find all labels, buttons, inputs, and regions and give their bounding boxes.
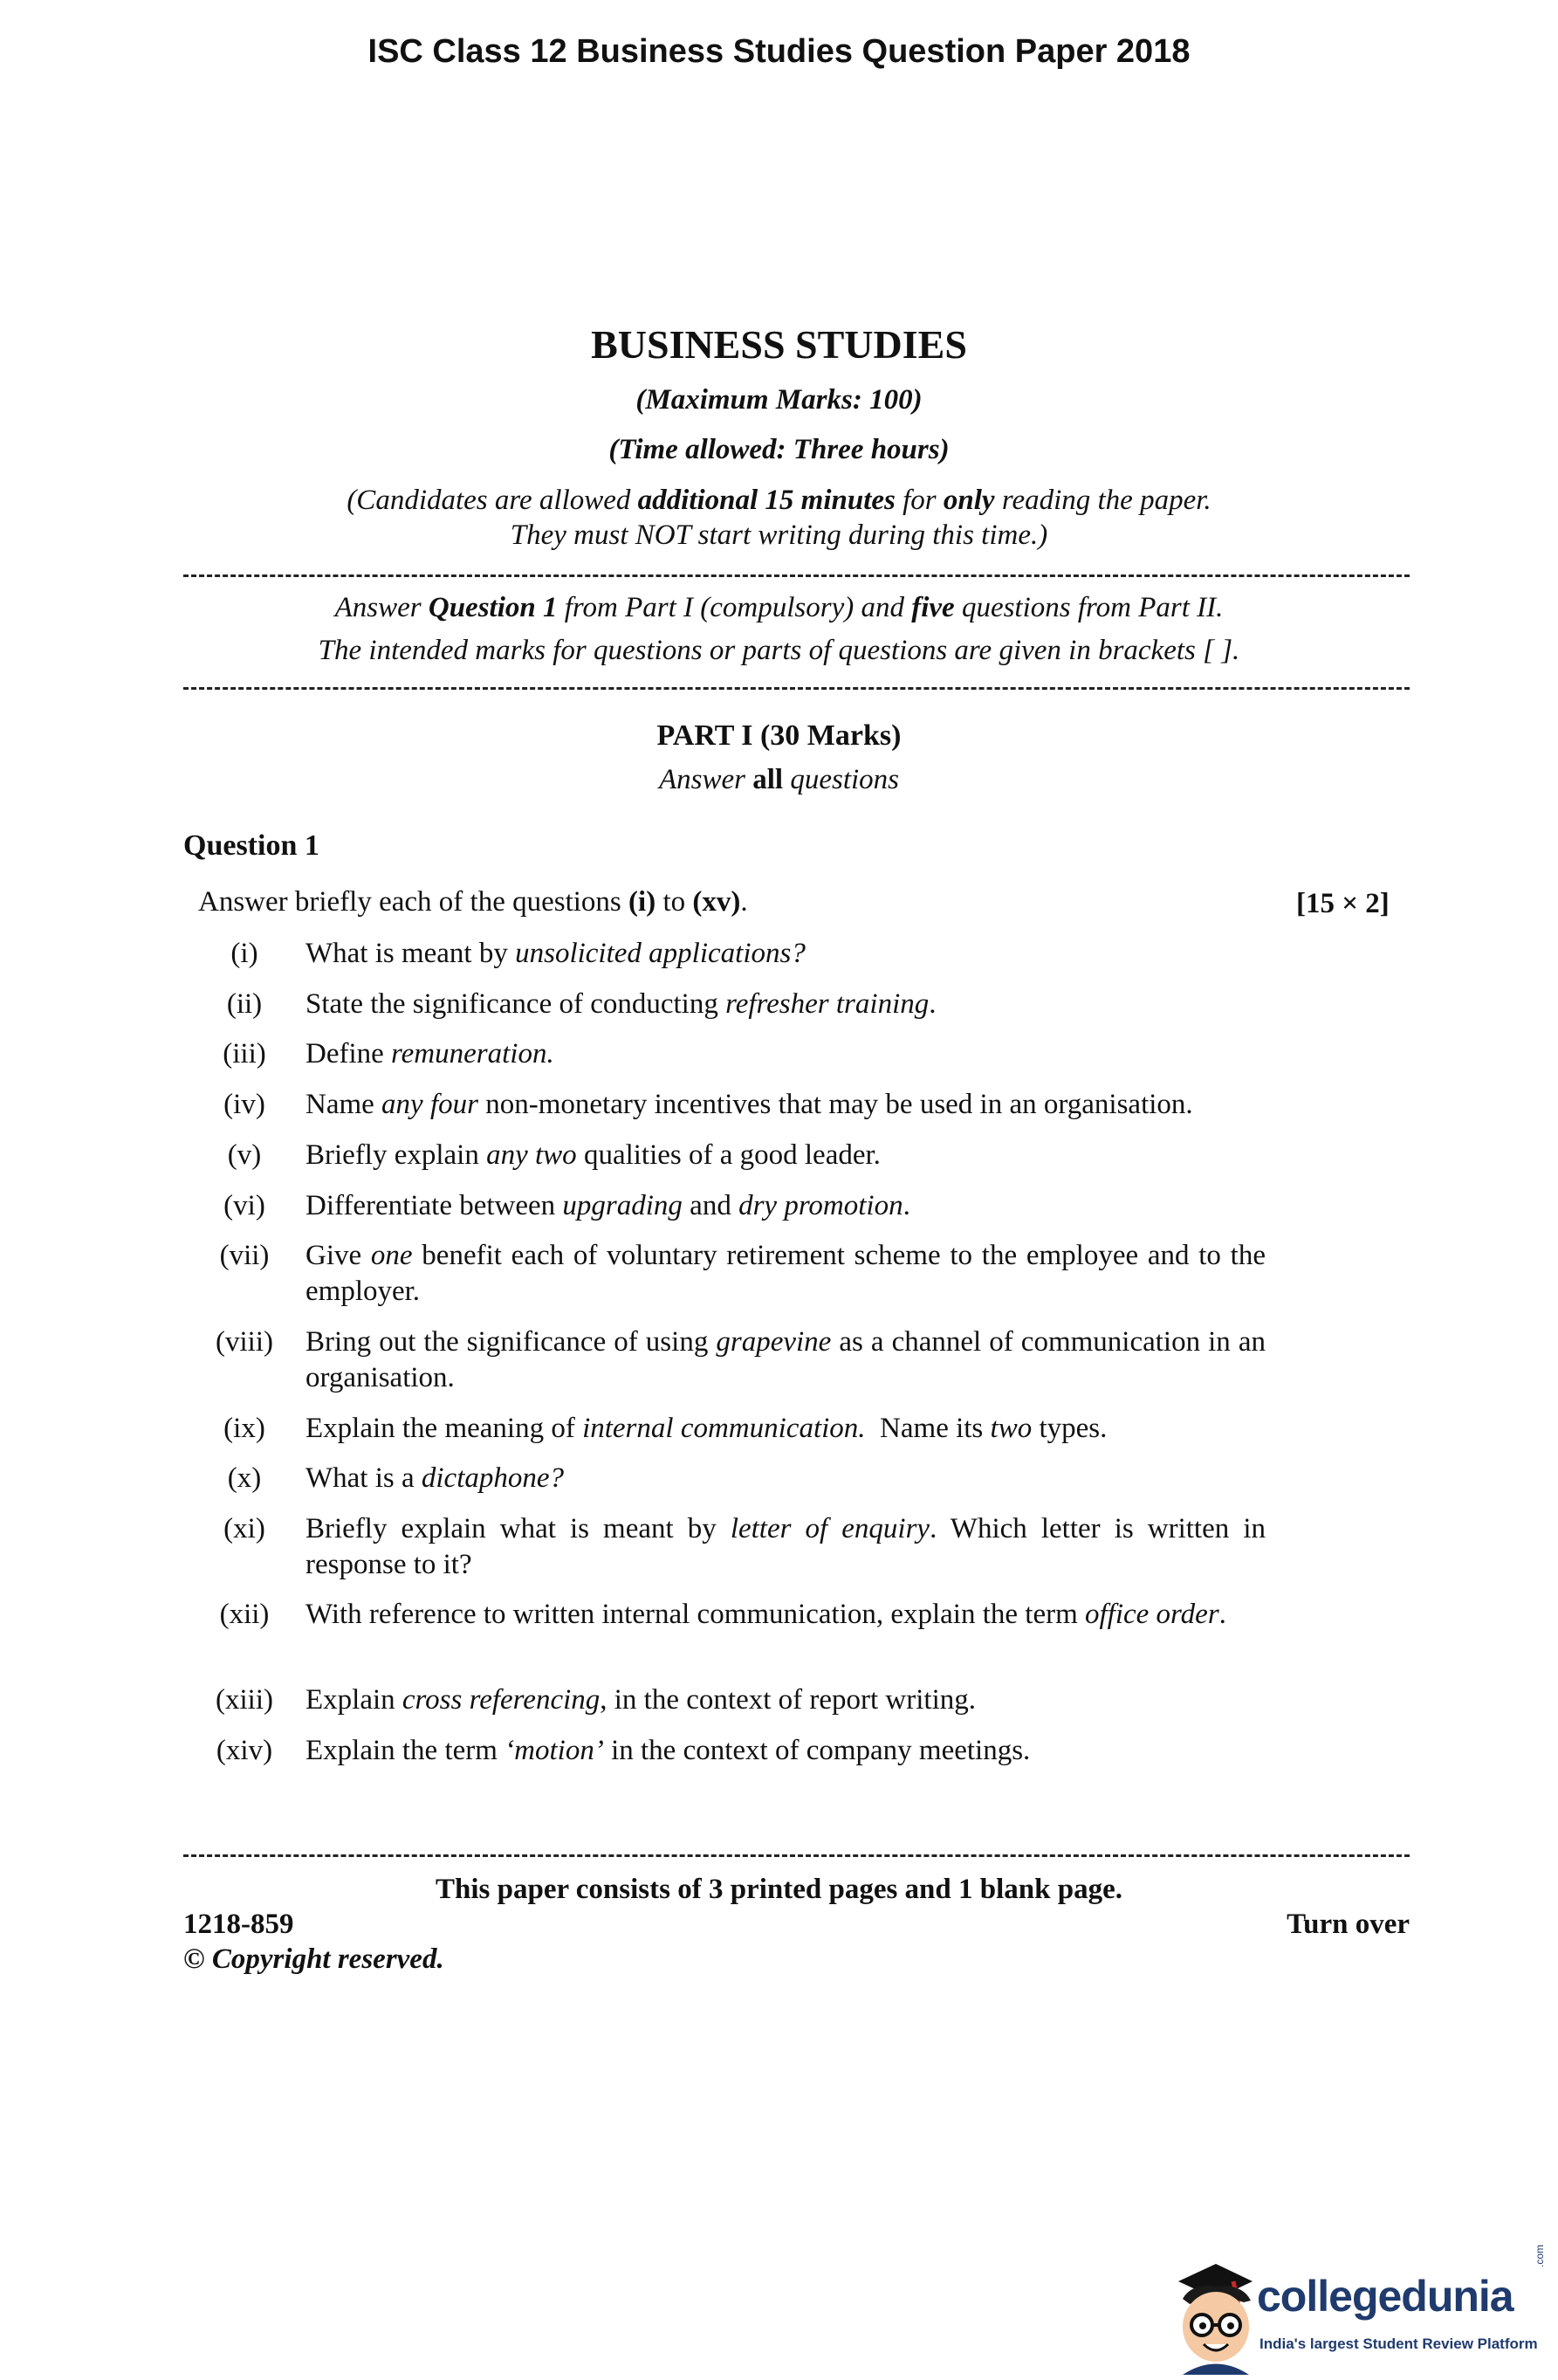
logo-suffix: .com bbox=[1534, 2244, 1546, 2267]
divider bbox=[183, 687, 1410, 690]
max-marks: (Maximum Marks: 100) bbox=[635, 384, 923, 416]
part-subtitle: Answer all questions bbox=[658, 764, 899, 795]
question-heading: Question 1 bbox=[183, 829, 319, 862]
copyright: © Copyright reserved. bbox=[183, 1943, 444, 1975]
page-banner: ISC Class 12 Business Studies Question Paper 2018 bbox=[367, 33, 1191, 70]
part-title: PART I (30 Marks) bbox=[656, 719, 902, 752]
subject-title: BUSINESS STUDIES bbox=[591, 322, 967, 367]
pages-note: This paper consists of 3 printed pages and 1 blank page. bbox=[436, 1874, 1122, 1905]
divider bbox=[183, 574, 1410, 577]
reading-time-line-2: They must NOT start writing during this time.) bbox=[510, 519, 1048, 551]
logo-tagline: India's largest Student Review Platform bbox=[1259, 2335, 1538, 2352]
collegedunia-logo bbox=[1156, 2244, 1549, 2375]
turn-over: Turn over bbox=[1287, 1909, 1410, 1940]
reading-time-line-1: (Candidates are allowed additional 15 minutes for only reading the paper. bbox=[347, 485, 1211, 516]
instruction-line-1: Answer Question 1 from Part I (compulsory) and five questions from Part II. bbox=[334, 592, 1224, 623]
time-allowed: (Time allowed: Three hours) bbox=[608, 434, 950, 465]
paper-code: 1218-859 bbox=[183, 1909, 294, 1940]
instruction-line-2: The intended marks for questions or parts of questions are given in brackets [ ]. bbox=[318, 635, 1240, 666]
question-intro: Answer briefly each of the questions (i) to (xv). bbox=[198, 886, 748, 918]
divider bbox=[183, 1854, 1410, 1857]
question-marks: [15 × 2] bbox=[1296, 888, 1390, 919]
logo-wordmark: collegedunia bbox=[1257, 2272, 1513, 2321]
